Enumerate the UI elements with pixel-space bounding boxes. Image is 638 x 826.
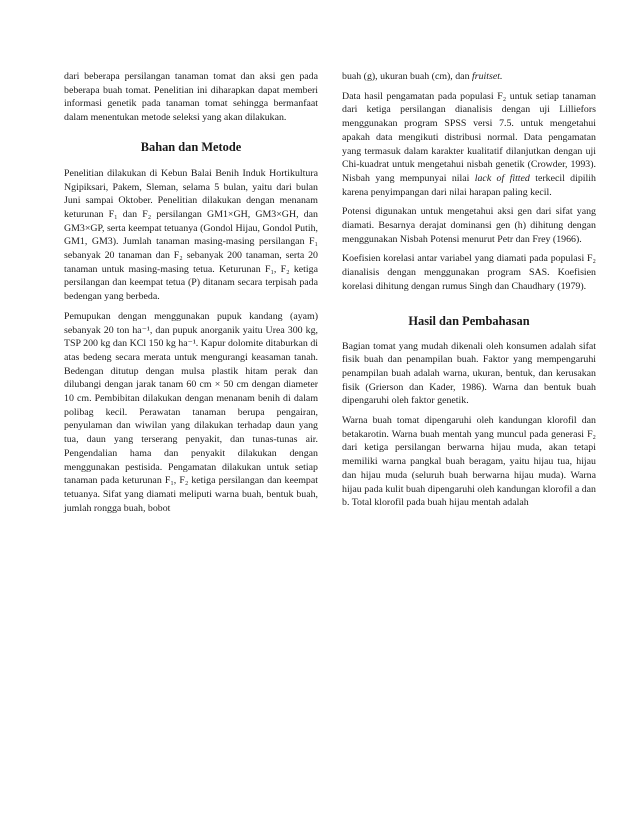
methods-heading: Bahan dan Metode	[140, 139, 242, 154]
left-column	[64, 70, 318, 515]
lack-of-fitted-term: lack of fitted	[474, 172, 530, 184]
korelasi-paragraph: Koefisien korelasi antar variabel yang diamati pada populasi F₂ dianalisis dengan menggunakan program SAS. Koefisien korelasi dihitung dengan rumus Singh dan Chaudhary (1979).	[342, 253, 596, 292]
continuation-italic: fruitset.	[471, 71, 503, 82]
results-paragraph-2: Warna buah tomat dipengaruhi oleh kandungan klorofil dan betakarotin. Warna buah mentah yang muncul pada generasi F₂ dari ketiga persilangan berwarna hijau muda, akan tetapi memiliki warna pangkal buah beragam, yaitu hijau tua, hijau dan hijau muda (seluruh buah berwarna hijau muda). Warna hijau pada kulit buah dipengaruhi oleh kandungan klorofil a dan b. Total klorofil pada buah hijau mentah adalah	[342, 415, 596, 509]
methods-paragraph-1: Penelitian dilakukan di Kebun Balai Benih Induk Hortikultura Ngipiksari, Pakem, Sleman, selama 5 bulan, yaitu dari bulan Juni sampai Oktober. Penelitian dilakukan dengan menanam keturunan F₁ dan F₂ persilangan GM1×GH, GM3×GH, dan GM3×GP, serta keempat tetuanya (Gondol Hijau, Gondol Putih, GM1, GM3). Jumlah tanaman masing-masing persilangan F₁ sebanyak 20 tanaman dan F₂ sebanyak 200 tanaman, serta 20 tanaman untuk masing-masing tetua. Keturunan F₁, F₂ ketiga persilangan dan keempat tetua (P) ditanam secara terpisah pada bedengan yang berbeda.	[64, 167, 318, 303]
data-analysis-end: terkecil dipilih karena penyimpangan dari nilai harapan paling kecil.	[342, 172, 596, 198]
data-analysis-paragraph	[342, 90, 596, 200]
continuation-text: buah (g), ukuran buah (cm), dan	[342, 71, 472, 82]
data-analysis-text: Data hasil pengamatan pada populasi F₂ untuk setiap tanaman dari ketiga persilangan dianalisis dengan uji Lilliefors menggunakan program SPSS versi 7.5. untuk mengetahui apakah data mengikuti distribusi normal. Data pengamatan yang termasuk dalam karakter kualitatif dilanjutkan dengan uji Chi-kuadrat untuk mengetahui nisbah genetik (Crowder, 1993). Nisbah yang mempunyai nilai	[342, 90, 596, 184]
results-paragraph-1: Bagian tomat yang mudah dikenali oleh konsumen adalah sifat fisik buah dan penampilan buah. Faktor yang mempengaruhi penampilan buah adalah warna, ukuran, bentuk, dan kerusakan fisik (Grierson dan Kader, 1986). Warna dan bentuk buah dipengaruhi oleh faktor genetik.	[342, 340, 596, 407]
right-column	[342, 70, 596, 510]
continuation-paragraph	[342, 70, 596, 84]
potensi-paragraph: Potensi digunakan untuk mengetahui aksi gen dari sifat yang diamati. Besarnya derajat dominansi gen (h) dihitung dengan menggunakan Nisbah Potensi menurut Petr dan Frey (1966).	[342, 206, 596, 245]
intro-paragraph: dari beberapa persilangan tanaman tomat dan aksi gen pada beberapa buah tomat. Penelitian ini diharapkan dapat memberi informasi genetik pada tanaman tomat sehingga bermanfaat dalam menentukan metode seleksi yang akan dilakukan.	[64, 71, 318, 124]
results-heading: Hasil dan Pembahasan	[408, 313, 530, 328]
methods-paragraph-2: Pemupukan dengan menggunakan pupuk kandang (ayam) sebanyak 20 ton ha⁻¹, dan pupuk anorganik yaitu Urea 300 kg, TSP 200 kg dan KCl 150 kg ha⁻¹. Kapur dolomite ditaburkan di atas bedeng secara merata untuk mengurangi keasaman tanah. Bedengan ditutup dengan mulsa plastik hitam perak dan dilubangi dengan jarak tanam 60 cm × 50 cm dengan diameter 10 cm. Pembibitan dilakukan dengan menanam benih di dalam polibag kecil. Perawatan tanaman berupa pengairan, penyulaman dan wiwilan yang dilakukan terhadap daun yang tua, daun yang terserang penyakit, dan tunas-tunas air. Pengendalian hama dan penyakit dilakukan dengan menggunakan pestisida. Pengamatan dilakukan untuk setiap tanaman pada keturunan F₁, F₂ ketiga persilangan dan keempat tetuanya. Sifat yang diamati meliputi warna buah, bentuk buah, jumlah rongga buah, bobot	[64, 310, 318, 514]
